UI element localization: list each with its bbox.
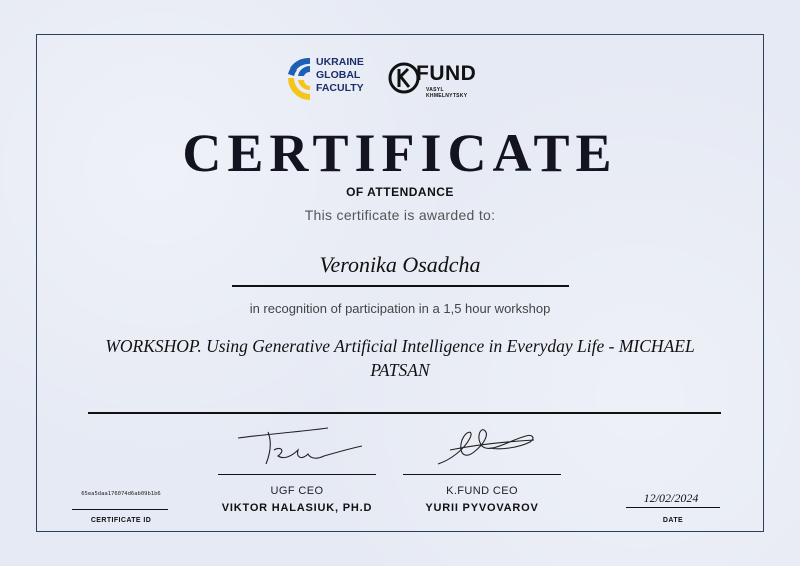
signature-line-ugf	[218, 474, 376, 475]
recognition-text: in recognition of participation in a 1,5 hour workshop	[249, 301, 551, 316]
kfund-logo-word: FUND	[416, 62, 477, 85]
date-line	[626, 507, 720, 508]
certificate-subtitle: OF ATTENDANCE	[346, 185, 454, 199]
workshop-title: WORKSHOP. Using Generative Artificial Intelligence in Everyday Life - MICHAEL PATSAN	[105, 336, 695, 380]
signature-line-kfund	[403, 474, 561, 475]
certificate-title: CERTIFICATE	[182, 123, 618, 183]
date-label: DATE	[662, 517, 684, 524]
ugf-logo-text: UKRAINE GLOBAL FACULTY	[316, 56, 364, 94]
awarded-text: This certificate is awarded to:	[304, 207, 496, 223]
recipient-name: Veronika Osadcha	[319, 252, 481, 277]
signature-role-kfund: K.FUND CEO	[446, 485, 518, 497]
certificate-frame	[36, 34, 764, 532]
kfund-logo-subtitle: VASYL KHMELNYTSKY	[426, 87, 468, 99]
logo-row	[0, 50, 800, 106]
signature-ugf-ceo	[228, 420, 368, 472]
recipient-underline	[232, 285, 569, 287]
signature-name-kfund: YURII PYVOVAROV	[425, 502, 539, 514]
signature-role-ugf: UGF CEO	[270, 485, 324, 497]
certificate-id-label: CERTIFICATE ID	[90, 517, 152, 524]
certificate-id-line	[72, 509, 168, 510]
signature-kfund-ceo	[430, 420, 540, 472]
certificate-id-value: 65ea5daa176074d6ab09b1b6	[81, 491, 161, 497]
date-value: 12/02/2024	[643, 491, 699, 505]
signature-name-ugf: VIKTOR HALASIUK, PH.D	[221, 502, 373, 514]
divider-line	[88, 412, 721, 414]
